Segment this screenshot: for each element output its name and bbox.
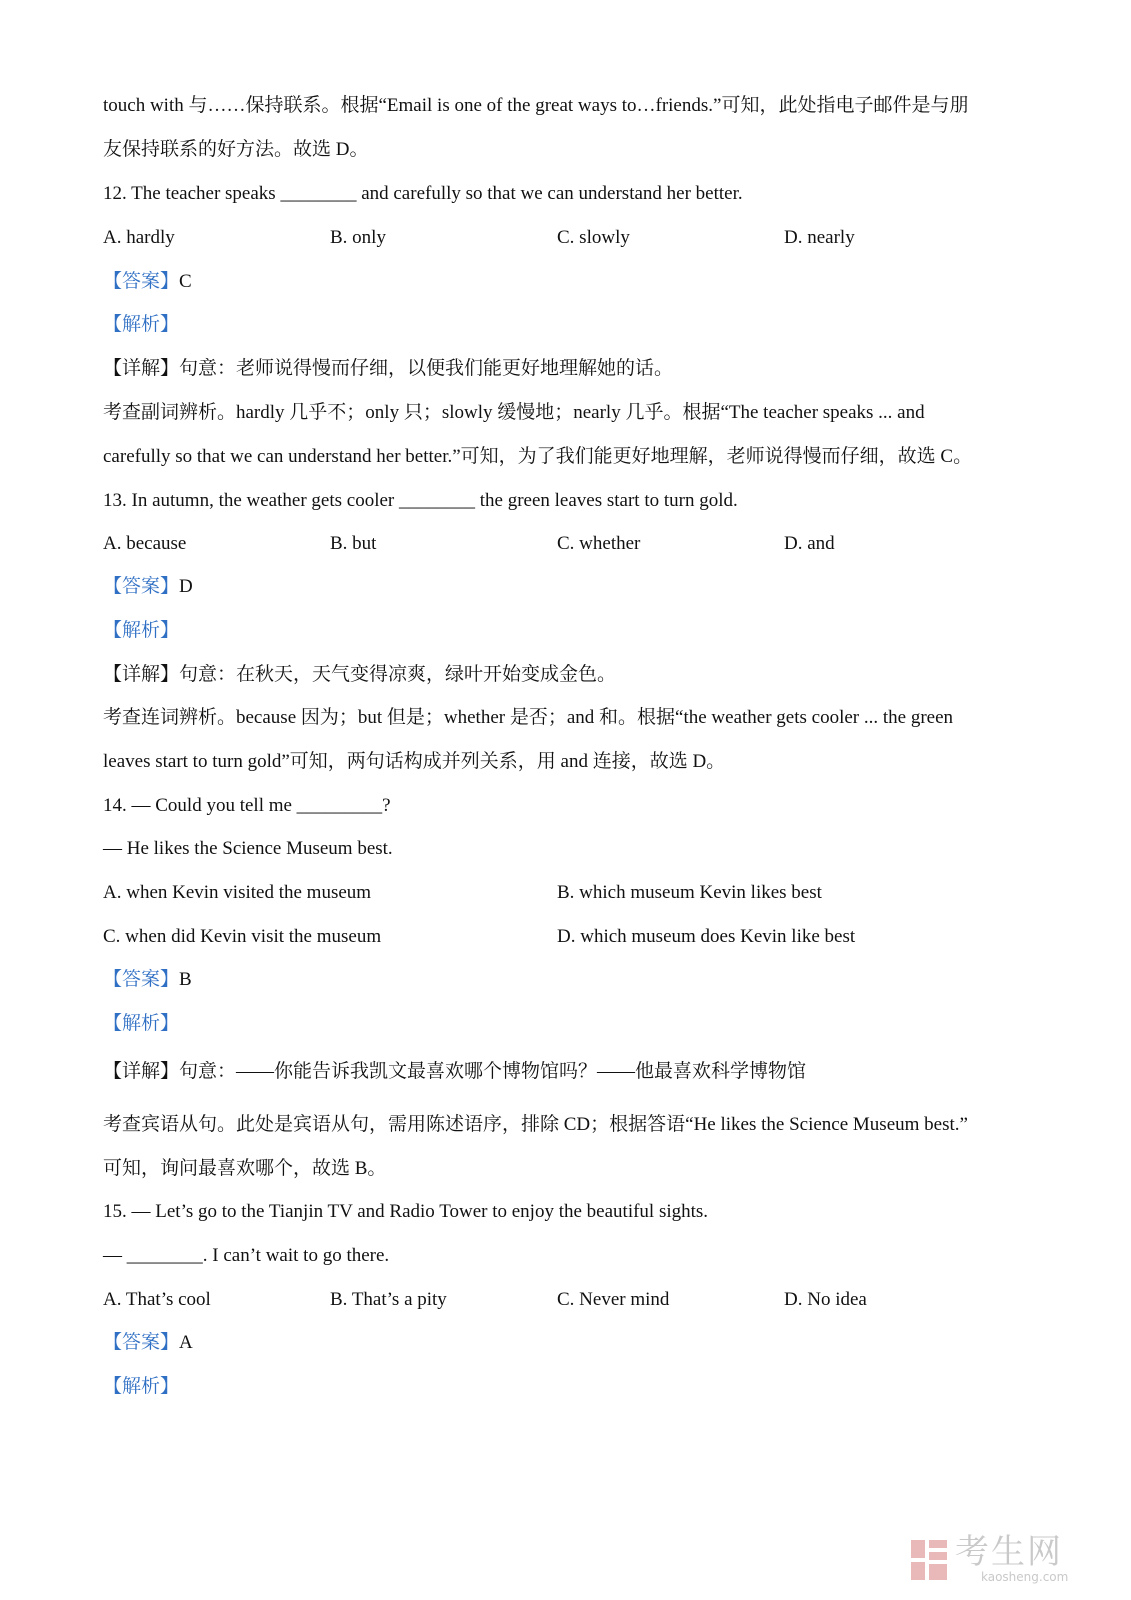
q14-answer bbox=[103, 968, 192, 992]
q13-detail-text: 句意：在秋天，天气变得凉爽，绿叶开始变成金色。 bbox=[179, 664, 617, 685]
q14-detail-label: 【详解】 bbox=[103, 1061, 180, 1082]
prev-explain-line-2: 友保持联系的好方法。故选 D。 bbox=[103, 139, 369, 160]
q12-option-b: B. only bbox=[330, 227, 386, 248]
q15-answer-label: 【答案】 bbox=[103, 1332, 180, 1353]
q14-explain-line-1: 考查宾语从句。此处是宾语从句，需用陈述语序，排除 CD；根据答语“He likes the Science Museum best.” bbox=[103, 1114, 968, 1135]
q13-detail-label: 【详解】 bbox=[103, 664, 180, 685]
q14-answer-label: 【答案】 bbox=[103, 969, 180, 990]
q13-answer-label: 【答案】 bbox=[103, 576, 180, 597]
q15-option-b: B. That’s a pity bbox=[330, 1289, 447, 1310]
q12-option-d: D. nearly bbox=[784, 227, 855, 248]
q12-detail bbox=[103, 357, 673, 381]
q14-option-c: C. when did Kevin visit the museum bbox=[103, 926, 382, 947]
q13-stem: 13. In autumn, the weather gets cooler ________ the green leaves start to turn gold. bbox=[103, 490, 738, 511]
q14-stem: 14. — Could you tell me _________? bbox=[103, 795, 391, 816]
q14-option-d: D. which museum does Kevin like best bbox=[557, 926, 856, 947]
q13-analysis-label: 【解析】 bbox=[103, 620, 180, 641]
watermark-url: kaosheng.com bbox=[981, 1570, 1069, 1584]
q15-option-a: A. That’s cool bbox=[103, 1289, 211, 1310]
q14-option-a: A. when Kevin visited the museum bbox=[103, 882, 372, 903]
q13-explain-line-1: 考查连词辨析。because 因为；but 但是；whether 是否；and 和。根据“the weather gets cooler ... the green bbox=[103, 707, 954, 728]
q14-reply: — He likes the Science Museum best. bbox=[103, 838, 393, 859]
watermark-text: 考生网 bbox=[955, 1532, 1063, 1572]
q14-detail-text: 句意：——你能告诉我凯文最喜欢哪个博物馆吗？——他最喜欢科学博物馆 bbox=[179, 1061, 807, 1082]
prev-explain-line-1: touch with 与……保持联系。根据“Email is one of the great ways to…friends.”可知，此处指电子邮件是与朋 bbox=[103, 95, 969, 116]
q13-option-d: D. and bbox=[784, 533, 835, 554]
q12-option-c: C. slowly bbox=[557, 227, 630, 248]
q12-detail-text: 句意：老师说得慢而仔细，以便我们能更好地理解她的话。 bbox=[179, 358, 674, 379]
q15-option-d: D. No idea bbox=[784, 1289, 867, 1310]
q12-explain-line-1: 考查副词辨析。hardly 几乎不；only 只；slowly 缓慢地；nearly 几乎。根据“The teacher speaks ... and bbox=[103, 402, 925, 423]
q14-explain-line-2: 可知，询问最喜欢哪个，故选 B。 bbox=[103, 1158, 387, 1179]
q14-detail bbox=[103, 1060, 806, 1084]
q15-answer bbox=[103, 1331, 193, 1355]
q13-option-b: B. but bbox=[330, 533, 377, 554]
kaosheng-logo-icon bbox=[909, 1538, 949, 1582]
q13-option-c: C. whether bbox=[557, 533, 641, 554]
q12-answer-value: C bbox=[179, 271, 192, 292]
watermark bbox=[909, 1532, 1109, 1588]
q13-answer-value: D bbox=[179, 576, 193, 597]
q14-answer-value: B bbox=[179, 969, 192, 990]
q12-answer bbox=[103, 270, 192, 294]
q12-explain-line-2: carefully so that we can understand her better.”可知，为了我们能更好地理解，老师说得慢而仔细，故选 C。 bbox=[103, 446, 973, 467]
q15-answer-value: A bbox=[179, 1332, 193, 1353]
q13-answer bbox=[103, 575, 193, 599]
q15-reply: — ________. I can’t wait to go there. bbox=[103, 1245, 390, 1266]
q13-option-a: A. because bbox=[103, 533, 187, 554]
q13-explain-line-2: leaves start to turn gold”可知，两句话构成并列关系，用 and 连接，故选 D。 bbox=[103, 751, 726, 772]
q15-analysis-label: 【解析】 bbox=[103, 1376, 180, 1397]
q13-detail bbox=[103, 663, 616, 687]
q14-analysis-label: 【解析】 bbox=[103, 1013, 180, 1034]
q15-option-c: C. Never mind bbox=[557, 1289, 670, 1310]
q12-answer-label: 【答案】 bbox=[103, 271, 180, 292]
q12-analysis-label: 【解析】 bbox=[103, 314, 180, 335]
q15-stem: 15. — Let’s go to the Tianjin TV and Radio Tower to enjoy the beautiful sights. bbox=[103, 1201, 709, 1222]
q12-detail-label: 【详解】 bbox=[103, 358, 180, 379]
q12-stem: 12. The teacher speaks ________ and carefully so that we can understand her better. bbox=[103, 183, 743, 204]
q12-option-a: A. hardly bbox=[103, 227, 175, 248]
q14-option-b: B. which museum Kevin likes best bbox=[557, 882, 822, 903]
